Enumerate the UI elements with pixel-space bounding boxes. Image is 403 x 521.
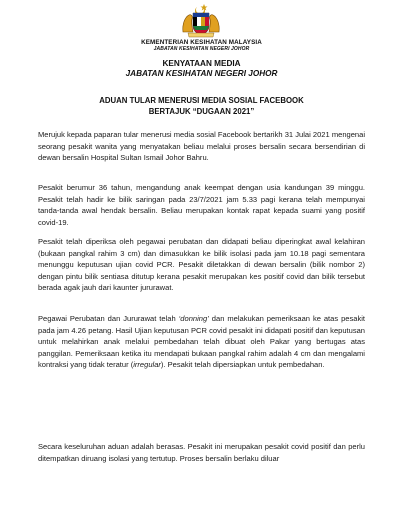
paragraph-4-text-b: dan melakukan pemeriksaan ke atas pesakit pada jam 4.26 petang. Hasil Ujian keputusan PCR covid pesakit ini didapati positif dan keputusan untuk melahirkan anak melalui pembedahan telah dibuat oleh Pakar yang bertugas atas panggilan. Pemeriksaan ketika itu mendapati bukaan pangkal rahim adalah 4 cm dan mengalami kontraksi yang tidak teratur ( [38, 314, 365, 369]
paragraph-1: Merujuk kepada paparan tular menerusi media sosial Facebook bertarikh 31 Julai 2021 mengenai seorang pesakit wanita yang menyatakan beliau melalui proses bersalin secara bersendirian di dewan bersalin Hospital Sultan Ismail Johor Bahru. [38, 130, 365, 162]
department-title: JABATAN KESIHATAN NEGERI JOHOR [125, 69, 278, 78]
paragraph-5: Secara keseluruhan aduan adalah berasas. Pesakit ini merupakan pesakit covid positif dan perlu ditempatkan diruang isolasi yang tertutup. Proses bersalin berlaku diluar [38, 442, 365, 463]
headline-line-1: ADUAN TULAR MENERUSI MEDIA SOSIAL FACEBOOK [99, 96, 304, 105]
paragraph-4-text-c: ). Pesakit telah dipersiapkan untuk pembedahan. [160, 360, 325, 369]
coat-of-arms-icon [180, 2, 222, 38]
statement-title: KENYATAAN MEDIA [162, 59, 241, 68]
ministry-name: KEMENTERIAN KESIHATAN MALAYSIA [141, 39, 262, 46]
department-subtitle: JABATAN KESIHATAN NEGERI JOHOR [153, 46, 250, 52]
paragraph-4-irregular: irregular [133, 360, 161, 369]
paragraph-4 [38, 313, 365, 371]
paragraph-3: Pesakit telah diperiksa oleh pegawai perubatan dan didapati beliau diperingkat awal kelahiran (bukaan pangkal rahim 3 cm) dan dimasukkan ke bilik isolasi pada jam 10.18 pagi sementara menunggu keputusan ujian covid PCR. Pesakit diletakkan di dewan bersalin (bilik nombor 2) dengan pintu bilik sentiasa ditutup kerana pesakit merupakan kes positif covid dan bilik tersebut berada agak jauh dari kaunter jururawat. [38, 237, 365, 292]
paragraph-4-donning: ‘donning’ [178, 314, 209, 323]
paragraph-2: Pesakit berumur 36 tahun, mengandung anak keempat dengan usia kandungan 39 minggu. Pesakit telah hadir ke bilik saringan pada 23/7/2021 jam 5.33 pagi kerana telah mempunyai tanda-tanda awal hendak bersalin. Beliau merupakan kontak rapat kepada suami yang positif covid-19. [38, 183, 365, 227]
headline-line-2: BERTAJUK “DUGAAN 2021” [148, 107, 255, 116]
paragraph-4-text-a: Pegawai Perubatan dan Jururawat telah [38, 314, 179, 323]
